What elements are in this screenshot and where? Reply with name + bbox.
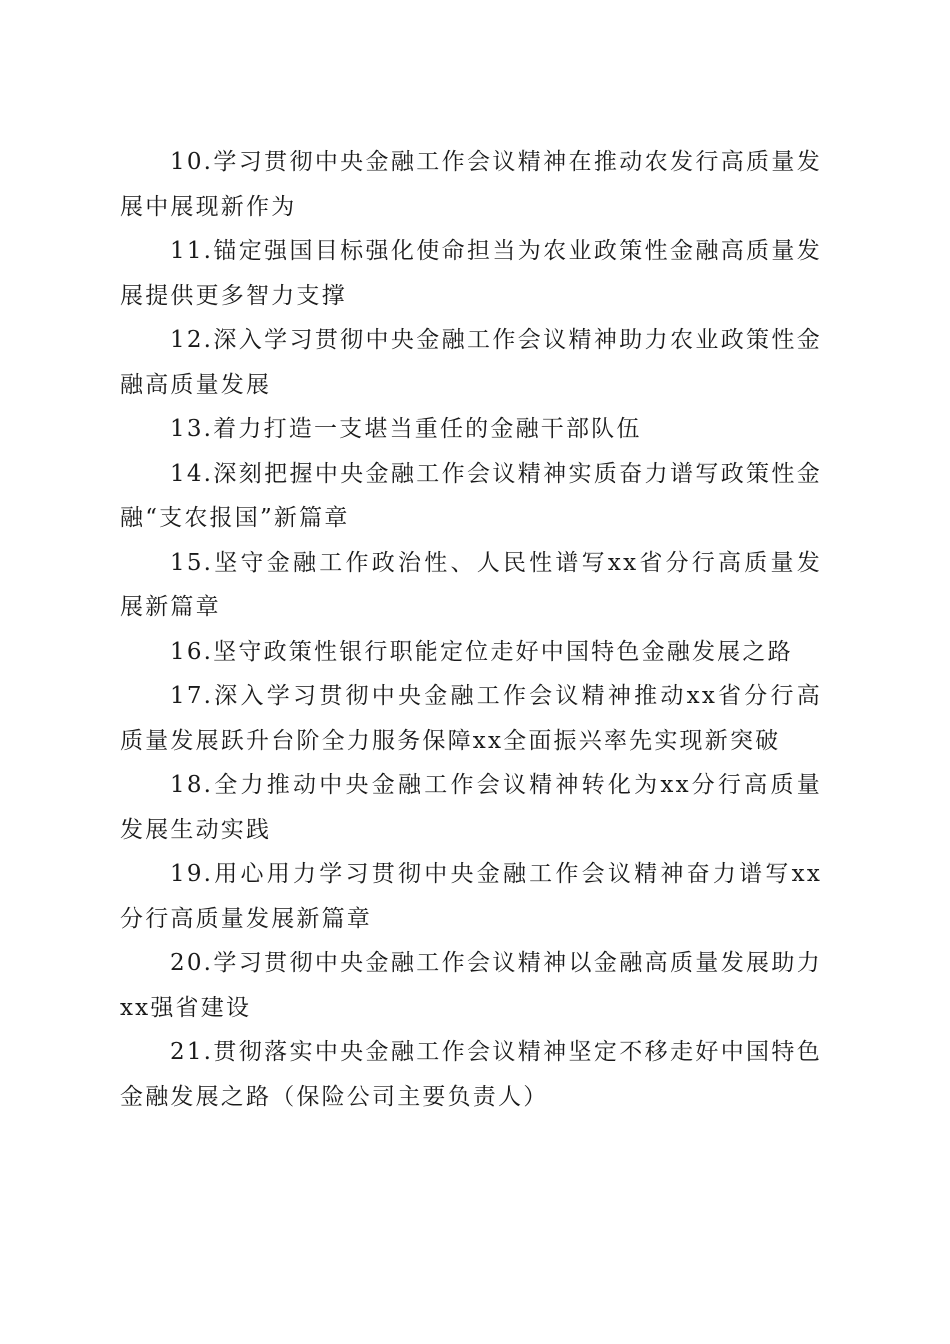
list-item: 19.用心用力学习贯彻中央金融工作会议精神奋力谱写xx分行高质量发展新篇章 bbox=[120, 861, 822, 932]
list-item: 11.锚定强国目标强化使命担当为农业政策性金融高质量发展提供更多智力支撑 bbox=[120, 238, 822, 309]
list-item: 17.深入学习贯彻中央金融工作会议精神推动xx省分行高质量发展跃升台阶全力服务保障xx全面振兴率先实现新突破 bbox=[120, 683, 822, 754]
list-item: 14.深刻把握中央金融工作会议精神实质奋力谱写政策性金融“支农报国”新篇章 bbox=[120, 460, 822, 531]
document-body bbox=[120, 140, 822, 1119]
list-item: 10.学习贯彻中央金融工作会议精神在推动农发行高质量发展中展现新作为 bbox=[120, 149, 822, 220]
list-item: 13.着力打造一支堪当重任的金融干部队伍 bbox=[170, 416, 642, 442]
list-item: 20.学习贯彻中央金融工作会议精神以金融高质量发展助力xx强省建设 bbox=[120, 950, 822, 1021]
list-item: 16.坚守政策性银行职能定位走好中国特色金融发展之路 bbox=[170, 638, 793, 665]
list-item: 21.贯彻落实中央金融工作会议精神坚定不移走好中国特色金融发展之路（保险公司主要负责人） bbox=[120, 1039, 822, 1110]
list-item: 12.深入学习贯彻中央金融工作会议精神助力农业政策性金融高质量发展 bbox=[120, 327, 822, 398]
list-item: 15.坚守金融工作政治性、人民性谱写xx省分行高质量发展新篇章 bbox=[120, 549, 822, 620]
list-item: 18.全力推动中央金融工作会议精神转化为xx分行高质量发展生动实践 bbox=[120, 772, 822, 843]
